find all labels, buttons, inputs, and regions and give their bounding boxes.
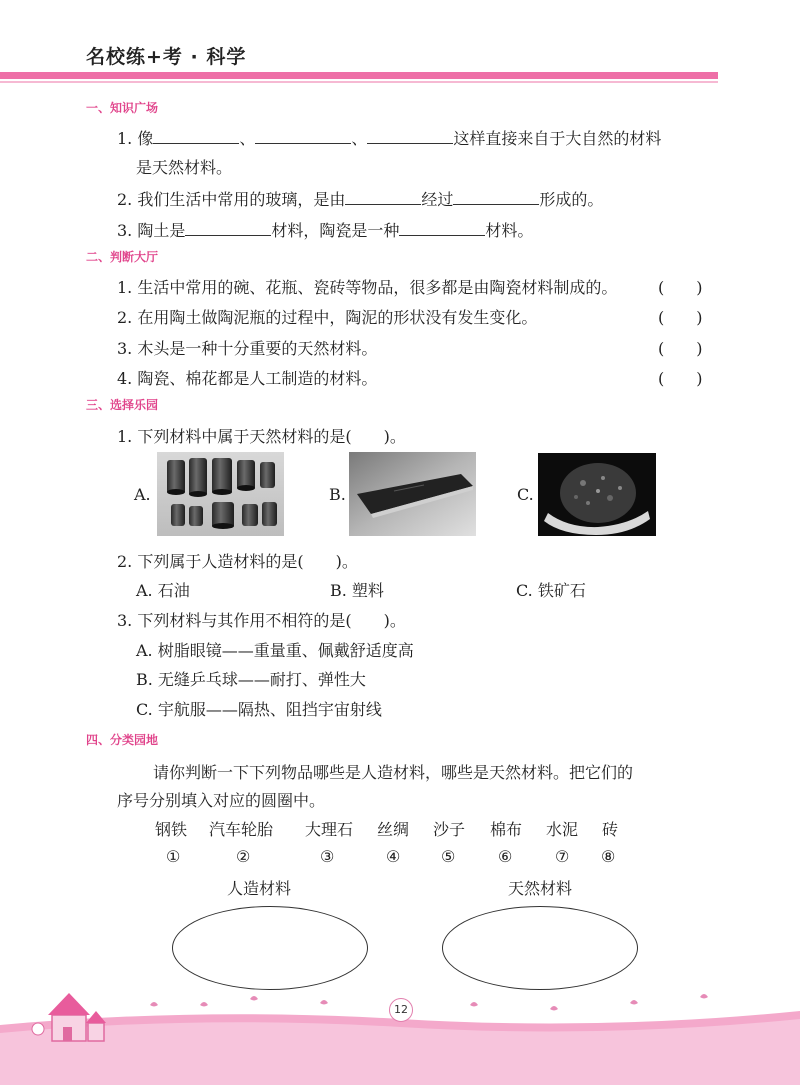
page-header-title: 名校练+考 · 科学 [86, 46, 247, 68]
s3-q1-option-b-label[interactable]: B. [329, 485, 346, 504]
s4-num-1: ① [166, 847, 181, 866]
s3-q3-option-a[interactable]: A. 树脂眼镜——重量重、佩戴舒适度高 [136, 641, 414, 660]
section-2-title: 二、判断大厅 [86, 250, 159, 264]
s4-num-5: ⑤ [441, 847, 456, 866]
natural-materials-circle[interactable] [442, 906, 638, 990]
s1-q2-blank-2[interactable] [453, 189, 539, 205]
artificial-materials-circle[interactable] [172, 906, 368, 990]
s3-q2-option-c[interactable]: C. 铁矿石 [516, 581, 586, 600]
s1-question-2 [117, 187, 603, 210]
s2-item-4: 4. 陶瓷、棉花都是人工制造的材料。 [117, 369, 378, 388]
s3-q2-option-b[interactable]: B. 塑料 [330, 581, 384, 600]
s4-item-3: 大理石 [305, 820, 354, 839]
s4-item-2: 汽车轮胎 [209, 820, 274, 839]
section-3-title: 三、选择乐园 [86, 398, 159, 412]
s3-q1-option-a-image[interactable] [157, 452, 284, 536]
section-4-title: 四、分类园地 [86, 733, 159, 747]
soil-in-hands-photo [538, 453, 656, 536]
s4-item-8: 砖 [602, 820, 619, 839]
s1-q3-text-b: 材料，陶瓷是一种 [271, 221, 400, 240]
s2-answer-paren-1[interactable]: ( ) [658, 278, 703, 297]
s4-item-6: 棉布 [490, 820, 523, 839]
s3-question-2: 2. 下列属于人造材料的是( )。 [117, 552, 358, 571]
ceramic-cylinders-photo [157, 452, 284, 536]
s4-num-3: ③ [320, 847, 335, 866]
s3-question-1: 1. 下列材料中属于天然材料的是( )。 [117, 427, 406, 446]
s3-q3-option-c[interactable]: C. 宇航服——隔热、阻挡宇宙射线 [136, 700, 382, 719]
s1-q1-sep-1: 、 [239, 129, 256, 148]
s4-item-4: 丝绸 [377, 820, 410, 839]
s1-q1-text-c: 是天然材料。 [136, 158, 233, 177]
s1-q2-text-a: 2. 我们生活中常用的玻璃，是由 [117, 190, 346, 209]
header-bar [0, 72, 718, 79]
s1-q3-blank-2[interactable] [399, 220, 485, 236]
s2-answer-paren-4[interactable]: ( ) [658, 369, 703, 388]
s1-q2-text-c: 形成的。 [539, 190, 604, 209]
s4-num-7: ⑦ [555, 847, 570, 866]
s2-answer-paren-2[interactable]: ( ) [658, 308, 703, 327]
s1-q1-sep-2: 、 [351, 129, 368, 148]
s1-q1-text-b: 这样直接来自于大自然的材料 [453, 129, 662, 148]
s4-item-1: 钢铁 [155, 820, 188, 839]
s4-num-4: ④ [386, 847, 401, 866]
s4-intro-line1: 请你判断一下下列物品哪些是人造材料，哪些是天然材料。把它们的 [153, 763, 634, 782]
s2-item-1: 1. 生活中常用的碗、花瓶、瓷砖等物品，很多都是由陶瓷材料制成的。 [117, 278, 618, 297]
s3-q1-option-b-image[interactable] [349, 452, 476, 536]
section-1-title: 一、知识广场 [86, 101, 159, 115]
s4-item-5: 沙子 [433, 820, 466, 839]
s4-item-7: 水泥 [546, 820, 579, 839]
s3-q1-option-a-label[interactable]: A. [134, 485, 151, 504]
s4-num-2: ② [236, 847, 251, 866]
s3-q3-option-b[interactable]: B. 无缝乒乓球——耐打、弹性大 [136, 670, 366, 689]
s4-intro-line2: 序号分别填入对应的圆圈中。 [117, 791, 326, 810]
s3-q1-option-c-image[interactable] [538, 453, 656, 536]
smartphone-photo [349, 452, 476, 536]
s1-q1-blank-3[interactable] [367, 128, 453, 144]
s3-q2-option-a[interactable]: A. 石油 [136, 581, 190, 600]
s1-question-3 [117, 218, 533, 241]
page-number: 12 [389, 998, 413, 1022]
s3-q1-option-c-label[interactable]: C. [517, 485, 534, 504]
s1-q3-text-a: 3. 陶土是 [117, 221, 186, 240]
s1-q2-blank-1[interactable] [345, 189, 421, 205]
s1-question-1-line1 [117, 126, 661, 149]
s4-label-natural: 天然材料 [508, 879, 573, 898]
s3-question-3: 3. 下列材料与其作用不相符的是( )。 [117, 611, 406, 630]
s4-label-artificial: 人造材料 [227, 879, 292, 898]
header-bar-thin [0, 81, 718, 83]
s1-q1-text-a: 1. 像 [117, 129, 154, 148]
s1-q1-blank-1[interactable] [153, 128, 239, 144]
s2-item-3: 3. 木头是一种十分重要的天然材料。 [117, 339, 378, 358]
s1-q3-blank-1[interactable] [185, 220, 271, 236]
s1-q3-text-c: 材料。 [485, 221, 534, 240]
s4-num-6: ⑥ [498, 847, 513, 866]
s2-answer-paren-3[interactable]: ( ) [658, 339, 703, 358]
s4-num-8: ⑧ [601, 847, 616, 866]
s2-item-2: 2. 在用陶土做陶泥瓶的过程中，陶泥的形状没有发生变化。 [117, 308, 538, 327]
s1-q1-blank-2[interactable] [255, 128, 351, 144]
s1-q2-text-b: 经过 [421, 190, 454, 209]
